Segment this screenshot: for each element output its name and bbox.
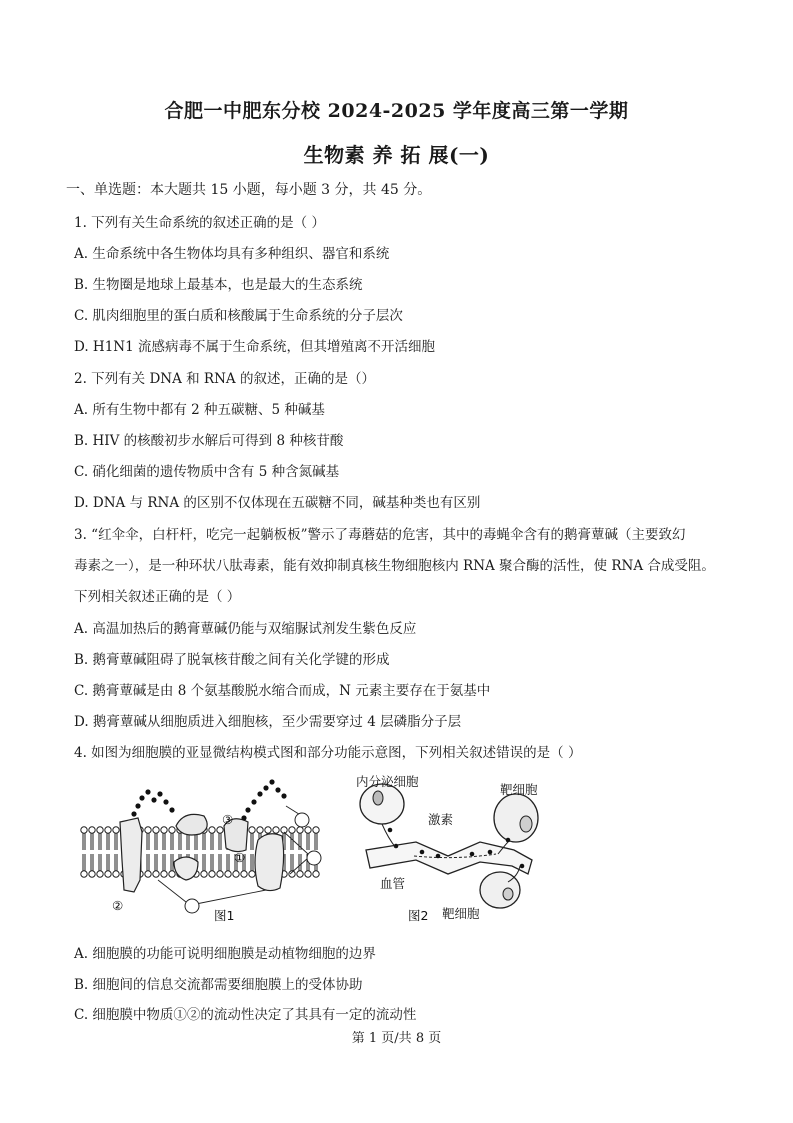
membrane-protein (120, 818, 142, 892)
phospholipid-head (305, 871, 311, 877)
phospholipid-head (145, 871, 151, 877)
endocrine-cell-label: 内分泌细胞 (356, 774, 419, 789)
cell-membrane-figure (76, 770, 556, 930)
phospholipid-head (217, 871, 223, 877)
target-cell-top-shape (494, 794, 538, 842)
target-cell-top-label: 靶细胞 (500, 782, 538, 797)
phospholipid-head (249, 827, 255, 833)
phospholipid-head (161, 827, 167, 833)
phospholipid-head (225, 871, 231, 877)
question-2-stem: 2. 下列有关 DNA 和 RNA 的叙述，正确的是（） (74, 371, 375, 387)
phospholipid-head (169, 827, 175, 833)
phospholipid-head (89, 871, 95, 877)
blood-vessel-label: 血管 (380, 876, 406, 891)
phospholipid-head (145, 827, 151, 833)
membrane-figure-svg (76, 770, 556, 930)
phospholipid-head (265, 827, 271, 833)
question-1-stem: 1. 下列有关生命系统的叙述正确的是（ ） (74, 215, 325, 231)
question-3-stem-line-3: 下列相关叙述正确的是（ ） (74, 589, 241, 605)
phospholipid-head (97, 871, 103, 877)
phospholipid-head (201, 871, 207, 877)
membrane-label-2: ② (112, 898, 124, 913)
phospholipid-head (297, 827, 303, 833)
phospholipid-head (89, 827, 95, 833)
phospholipid-head (161, 871, 167, 877)
question-3-stem-line-2: 毒素之一），是一种环状八肽毒素，能有效抑制真核生物细胞核内 RNA 聚合酶的活性，使 RNA 合成受阻。 (74, 558, 715, 574)
phospholipid-head (169, 871, 175, 877)
phospholipid-head (81, 871, 87, 877)
phospholipid-head (273, 827, 279, 833)
question-3-option-a: A. 高温加热后的鹅膏蕈碱仍能与双缩脲试剂发生紫色反应 (74, 621, 417, 637)
membrane-label-3: ③ (222, 812, 234, 827)
phospholipid-head (305, 827, 311, 833)
endocrine-cell-shape (360, 784, 404, 824)
phospholipid-head (81, 827, 87, 833)
question-3-option-b: B. 鹅膏蕈碱阻碍了脱氧核苷酸之间有关化学键的形成 (74, 652, 390, 668)
exam-subtitle: 生物素 养 拓 展(一) (303, 143, 490, 167)
phospholipid-head (233, 871, 239, 877)
question-1-option-b: B. 生物圈是地球上最基本，也是最大的生态系统 (74, 277, 363, 293)
question-4-stem: 4. 如图为细胞膜的亚显微结构模式图和部分功能示意图，下列相关叙述错误的是（ ） (74, 745, 582, 761)
phospholipid-head (97, 827, 103, 833)
target-cell-bottom-label: 靶细胞 (442, 906, 480, 921)
phospholipid-head (105, 871, 111, 877)
phospholipid-head (153, 827, 159, 833)
question-3-stem-line-1: 3. “红伞伞，白杆杆，吃完一起躺板板”警示了毒蘑菇的危害，其中的毒蝇伞含有的鹅膏蕈碱（主要致幻 (74, 527, 686, 543)
question-2-option-a: A. 所有生物中都有 2 种五碳糖、5 种碱基 (74, 402, 325, 418)
question-2-option-c: C. 硝化细菌的遗传物质中含有 5 种含氮碱基 (74, 464, 340, 480)
phospholipid-head (113, 827, 119, 833)
question-2-option-b: B. HIV 的核酸初步水解后可得到 8 种核苷酸 (74, 433, 344, 449)
phospholipid-head (217, 827, 223, 833)
phospholipid-head (241, 871, 247, 877)
phospholipid-head (113, 871, 119, 877)
phospholipid-head (105, 827, 111, 833)
phospholipid-head (257, 827, 263, 833)
question-1-option-d: D. H1N1 流感病毒不属于生命系统，但其增殖离不开活细胞 (74, 339, 435, 355)
phospholipid-head (297, 871, 303, 877)
phospholipid-head (209, 871, 215, 877)
question-3-option-c: C. 鹅膏蕈碱是由 8 个氨基酸脱水缩合而成，N 元素主要存在于氨基中 (74, 683, 491, 699)
question-4-option-a: A. 细胞膜的功能可说明细胞膜是动植物细胞的边界 (74, 946, 376, 962)
hormone-label: 激素 (428, 812, 454, 827)
question-1-option-c: C. 肌肉细胞里的蛋白质和核酸属于生命系统的分子层次 (74, 308, 403, 324)
phospholipid-head (289, 827, 295, 833)
peripheral-protein (176, 814, 207, 835)
question-4-option-c: C. 细胞膜中物质①②的流动性决定了其具有一定的流动性 (74, 1007, 417, 1023)
figure-2-caption: 图2 (408, 908, 429, 923)
transmembrane-protein (255, 834, 284, 891)
page-footer: 第 1 页/共 8 页 (351, 1031, 442, 1046)
membrane-label-1: ① (234, 850, 246, 865)
phospholipid-head (313, 827, 319, 833)
phospholipid-head (313, 871, 319, 877)
question-3-option-d: D. 鹅膏蕈碱从细胞质进入细胞核，至少需要穿过 4 层磷脂分子层 (74, 714, 462, 730)
section-heading: 一、单选题：本大题共 15 小题，每小题 3 分，共 45 分。 (66, 182, 432, 198)
phospholipid-head (249, 871, 255, 877)
figure-1-caption: 图1 (214, 908, 235, 923)
phospholipid-head (209, 827, 215, 833)
phospholipid-head (153, 871, 159, 877)
exam-title: 合肥一中肥东分校 2024-2025 学年度高三第一学期 (164, 100, 629, 122)
question-2-option-d: D. DNA 与 RNA 的区别不仅体现在五碳糖不同，碱基种类也有区别 (74, 495, 481, 511)
glycocalyx-chains (131, 779, 286, 820)
question-4-option-b: B. 细胞间的信息交流都需要细胞膜上的受体协助 (74, 977, 363, 993)
question-1-option-a: A. 生命系统中各生物体均具有多种组织、器官和系统 (74, 246, 390, 262)
